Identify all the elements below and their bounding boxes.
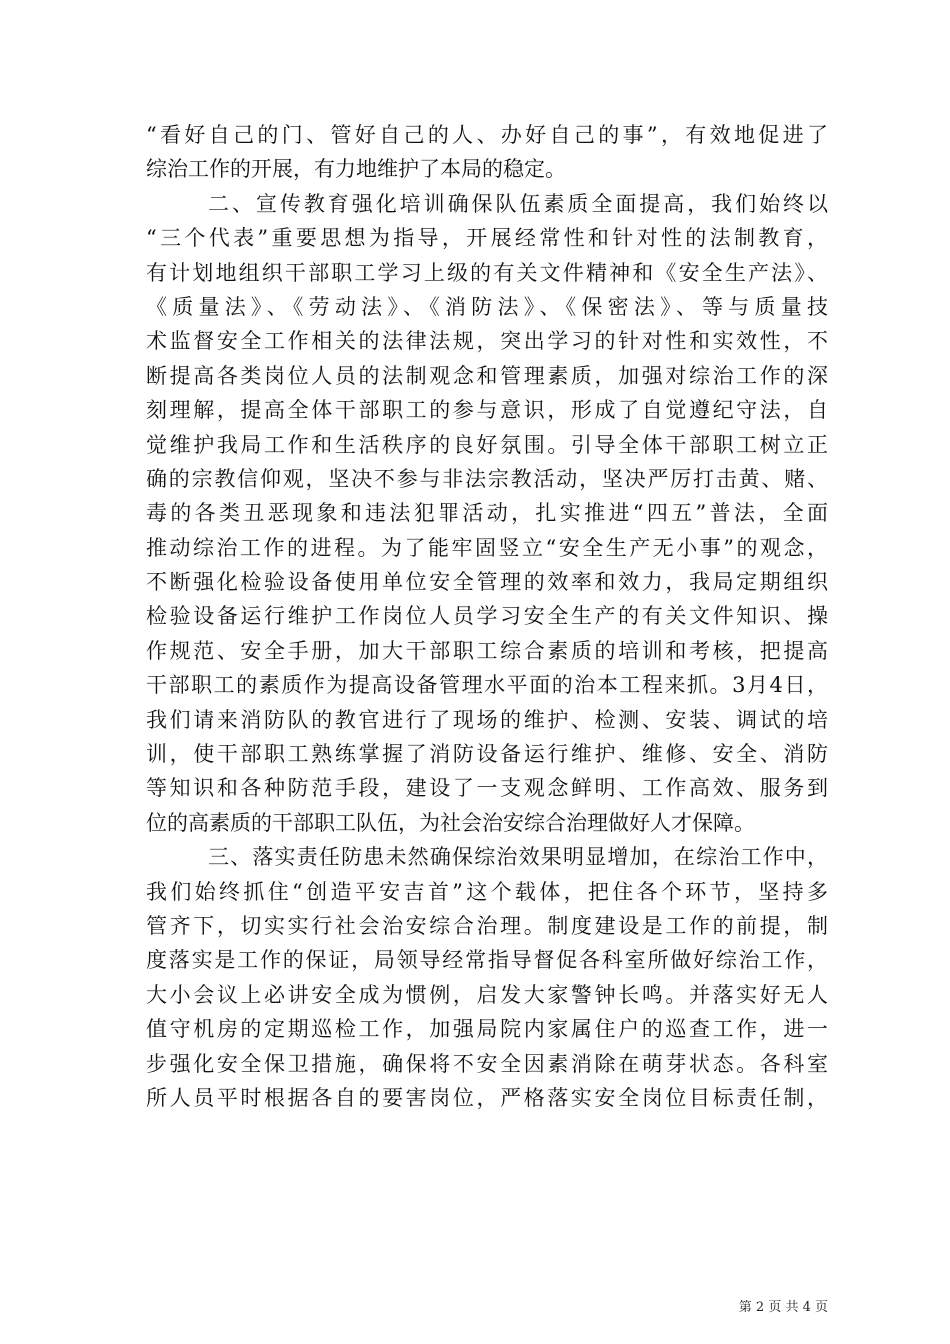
text-line: 刻理解，提高全体干部职工的参与意识，形成了自觉遵纪守法，自 xyxy=(146,398,828,423)
text-line: 训，使干部职工熟练掌握了消防设备运行维护、维修、安全、消防 xyxy=(146,742,828,767)
text-line: “三个代表”重要思想为指导，开展经常性和针对性的法制教育， xyxy=(146,226,828,251)
text-line: 综治工作的开展，有力地维护了本局的稳定。 xyxy=(146,157,566,182)
text-line: 推动综治工作的进程。为了能牢固竖立“安全生产无小事”的观念， xyxy=(146,535,828,560)
text-line: 干部职工的素质作为提高设备管理水平面的治本工程来抓。3月4日， xyxy=(146,673,828,698)
text-line: 管齐下，切实实行社会治安综合治理。制度建设是工作的前提，制 xyxy=(146,913,828,938)
text-line: 我们始终抓住“创造平安吉首”这个载体，把住各个环节，坚持多 xyxy=(146,879,828,904)
text-line: 有计划地组织干部职工学习上级的有关文件精神和《安全生产法》、 xyxy=(146,260,828,285)
paragraph-start-line: 二、宣传教育强化培训确保队伍素质全面提高，我们始终以 xyxy=(208,191,828,216)
text-line: 度落实是工作的保证，局领导经常指导督促各科室所做好综治工作， xyxy=(146,948,828,973)
text-line: 《质量法》、《劳动法》、《消防法》、《保密法》、等与质量技 xyxy=(146,294,828,319)
text-line: 觉维护我局工作和生活秩序的良好氛围。引导全体干部职工树立正 xyxy=(146,432,828,457)
page-number: 第 2 页 共 4 页 xyxy=(738,1300,828,1315)
text-line: 术监督安全工作相关的法律法规，突出学习的针对性和实效性，不 xyxy=(146,329,828,354)
text-line: 作规范、安全手册，加大干部职工综合素质的培训和考核，把提高 xyxy=(146,638,828,663)
text-line: 步强化安全保卫措施，确保将不安全因素消除在萌芽状态。各科室 xyxy=(146,1051,828,1076)
text-line: 等知识和各种防范手段，建设了一支观念鲜明、工作高效、服务到 xyxy=(146,776,828,801)
text-line: “看好自己的门、管好自己的人、办好自己的事”，有效地促进了 xyxy=(146,123,828,147)
document-body xyxy=(146,118,828,1115)
text-line: 大小会议上必讲安全成为惯例，启发大家警钟长鸣。并落实好无人 xyxy=(146,982,828,1007)
text-line: 位的高素质的干部职工队伍，为社会治安综合治理做好人才保障。 xyxy=(146,810,755,835)
text-line: 确的宗教信仰观，坚决不参与非法宗教活动，坚决严厉打击黄、赌、 xyxy=(146,466,828,491)
text-line: 值守机房的定期巡检工作，加强局院内家属住户的巡查工作，进一 xyxy=(146,1017,828,1042)
text-line: 检验设备运行维护工作岗位人员学习安全生产的有关文件知识、操 xyxy=(146,604,828,629)
text-line: 我们请来消防队的教官进行了现场的维护、检测、安装、调试的培 xyxy=(146,707,828,732)
text-line: 所人员平时根据各自的要害岗位，严格落实安全岗位目标责任制， xyxy=(146,1085,828,1110)
text-line: 毒的各类丑恶现象和违法犯罪活动，扎实推进“四五”普法，全面 xyxy=(146,501,828,526)
text-line: 断提高各类岗位人员的法制观念和管理素质，加强对综治工作的深 xyxy=(146,363,828,388)
paragraph-start-line: 三、落实责任防患未然确保综治效果明显增加，在综治工作中， xyxy=(208,845,828,870)
text-line: 不断强化检验设备使用单位安全管理的效率和效力，我局定期组织 xyxy=(146,570,828,595)
